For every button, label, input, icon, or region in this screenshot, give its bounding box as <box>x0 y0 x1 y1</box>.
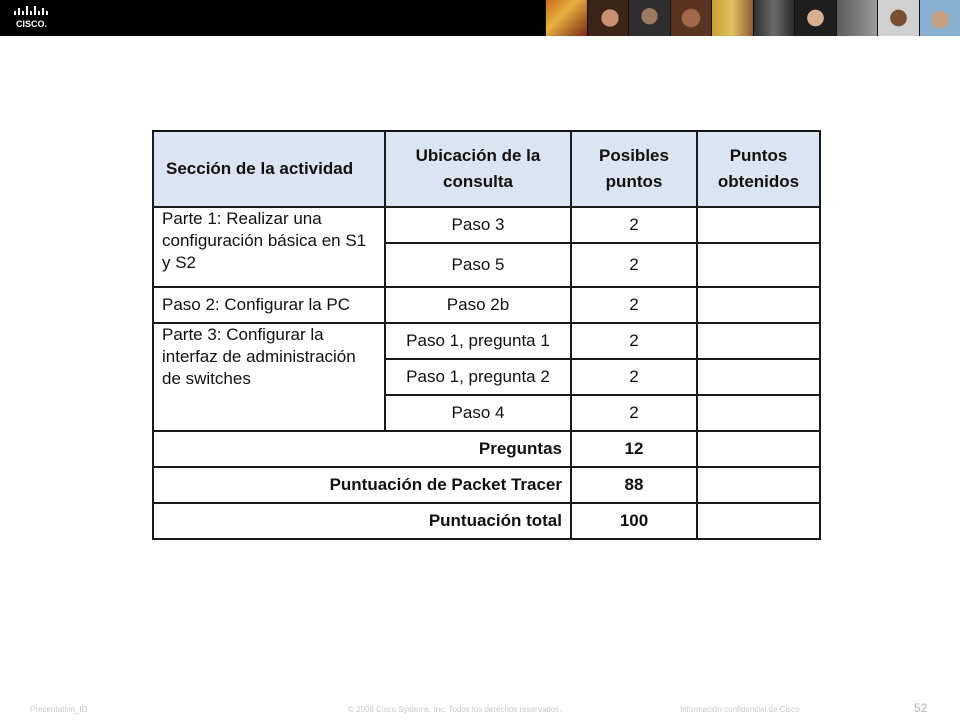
footer-copyright: © 2008 Cisco Systems, Inc. Todos los derechos reservados. <box>348 705 562 714</box>
earned-points-cell[interactable] <box>697 207 820 243</box>
grading-table-wrapper <box>152 130 821 540</box>
grading-table <box>152 130 821 540</box>
points-cell: 2 <box>571 395 697 431</box>
table-row <box>153 323 820 359</box>
summary-points: 12 <box>571 431 697 467</box>
summary-label: Puntuación total <box>153 503 571 539</box>
header-location: Ubicación de la consulta <box>385 131 571 207</box>
footer-presentation-id: Presentation_ID <box>30 705 88 714</box>
earned-points-cell[interactable] <box>697 287 820 323</box>
section-part-1: Parte 1: Realizar una configuración básica en S1 y S2 <box>153 207 385 287</box>
table-header-row <box>153 131 820 207</box>
header-photo <box>628 0 670 36</box>
header-possible-points: Posibles puntos <box>571 131 697 207</box>
header-photo <box>587 0 629 36</box>
header-photo <box>836 0 878 36</box>
cisco-logo <box>12 5 56 31</box>
table-row <box>153 207 820 243</box>
header-section: Sección de la actividad <box>153 131 385 207</box>
header-photo-strip <box>545 0 960 36</box>
header-photo <box>794 0 836 36</box>
summary-points: 100 <box>571 503 697 539</box>
summary-row <box>153 467 820 503</box>
header-bar <box>0 0 960 36</box>
header-photo <box>877 0 919 36</box>
earned-points-cell[interactable] <box>697 395 820 431</box>
location-cell: Paso 5 <box>385 243 571 287</box>
points-cell: 2 <box>571 287 697 323</box>
header-photo <box>753 0 795 36</box>
header-earned-points: Puntos obtenidos <box>697 131 820 207</box>
header-photo <box>670 0 712 36</box>
summary-label: Puntuación de Packet Tracer <box>153 467 571 503</box>
location-cell: Paso 1, pregunta 1 <box>385 323 571 359</box>
summary-label: Preguntas <box>153 431 571 467</box>
location-cell: Paso 4 <box>385 395 571 431</box>
earned-points-cell[interactable] <box>697 323 820 359</box>
points-cell: 2 <box>571 359 697 395</box>
footer-confidential: Información confidencial de Cisco <box>680 705 800 714</box>
summary-points: 88 <box>571 467 697 503</box>
earned-points-cell[interactable] <box>697 467 820 503</box>
points-cell: 2 <box>571 323 697 359</box>
logo-text: CISCO. <box>16 19 48 29</box>
table-row <box>153 287 820 323</box>
header-photo <box>545 0 587 36</box>
points-cell: 2 <box>571 207 697 243</box>
location-cell: Paso 3 <box>385 207 571 243</box>
header-photo <box>711 0 753 36</box>
earned-points-cell[interactable] <box>697 243 820 287</box>
page-number: 52 <box>914 701 928 715</box>
earned-points-cell[interactable] <box>697 431 820 467</box>
earned-points-cell[interactable] <box>697 359 820 395</box>
summary-row <box>153 431 820 467</box>
location-cell: Paso 2b <box>385 287 571 323</box>
section-paso-2: Paso 2: Configurar la PC <box>153 287 385 323</box>
cisco-bridge-icon <box>12 5 56 31</box>
points-cell: 2 <box>571 243 697 287</box>
summary-row <box>153 503 820 539</box>
earned-points-cell[interactable] <box>697 503 820 539</box>
header-photo <box>919 0 960 36</box>
section-part-3: Parte 3: Configurar la interfaz de administración de switches <box>153 323 385 431</box>
location-cell: Paso 1, pregunta 2 <box>385 359 571 395</box>
